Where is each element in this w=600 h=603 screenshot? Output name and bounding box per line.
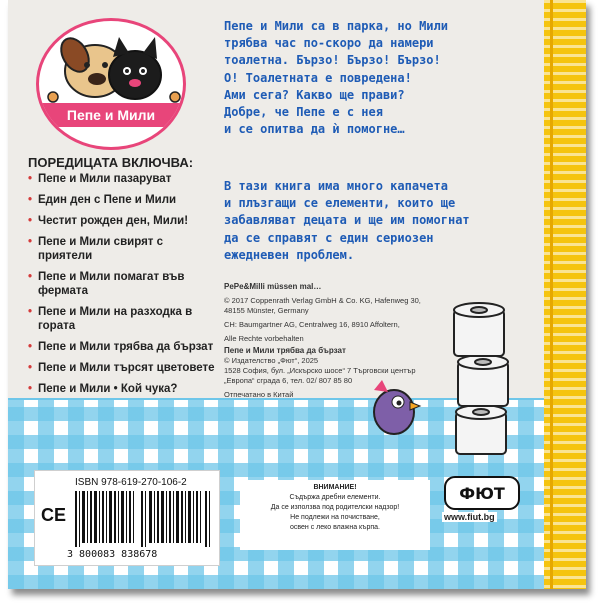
rights-reserved: Alle Rechte vorbehalten: [224, 334, 304, 343]
pepe-and-milli-illustration: [39, 21, 186, 150]
ce-mark: CE: [41, 505, 67, 525]
publisher-address: 1528 София, бул. „Искърско шосе“ 7 Търговски център „Европа“ сграда 6, тел. 02/ 807 85 80: [224, 366, 416, 385]
barcode-icon: [75, 491, 215, 547]
list-item: • Пепе и Мили пазаруват: [28, 172, 218, 186]
warning-line-1: Съдържа дребни елементи.: [289, 494, 381, 501]
publisher-url: www.fiut.bg: [444, 512, 495, 522]
logo-title: Пепе и Мили: [39, 103, 183, 127]
series-title: ПОРЕДИЦАТА ВКЛЮЧВА:: [28, 155, 194, 170]
ch-distributor: CH: Baumgartner AG, Centralweg 16, 8910 Affoltern,: [224, 320, 400, 329]
isbn-label: ISBN 978-619-270-106-2: [75, 477, 187, 488]
book-spine: [544, 0, 586, 589]
bird-icon: [374, 380, 420, 434]
original-copyright: © 2017 Coppenrath Verlag GmbH & Co. KG, Hafenweg 30, 48155 Münster, Germany: [224, 296, 421, 315]
publisher-copyright: © Издателство „Фют“, 2025: [224, 356, 319, 365]
publisher-logo: [444, 476, 520, 510]
list-item: • Пепе и Мили • Кой чука?: [28, 382, 218, 396]
warning-line-3: Не подлежи на почистване,: [290, 514, 380, 521]
warning-line-2: Да се използва под родителски надзор!: [270, 504, 400, 511]
barcode-panel: [34, 470, 220, 566]
series-logo: [36, 18, 186, 150]
toilet-paper-illustration: [358, 294, 528, 460]
printed-in: Отпечатано в Китай: [224, 390, 294, 399]
book-back-cover: [8, 0, 586, 589]
story-paragraph-2: В тази книга има много капачета и плъзгащи се елементи, които ще забавляват децата и ще им помогнат да се справят с един сериозен ежедневен проблем.: [224, 179, 470, 262]
publisher-brand-name: ФЮТ: [459, 484, 505, 503]
story-paragraph-1: Пепе и Мили са в парка, но Мили трябва час по-скоро да намери тоалетна. Бързо! Бързо! Бързо! О! Тоалетната е повредена! Ами сега? Какво ще прави? Добре, че Пепе е с нея и се опитва да ѝ помогне…: [224, 19, 448, 137]
list-item: • Един ден с Пепе и Мили: [28, 193, 218, 207]
warning-title: ВНИМАНИЕ!: [313, 484, 357, 491]
list-item: • Пепе и Мили търсят цветовете: [28, 361, 218, 375]
list-item: • Пепе и Мили помагат във фермата: [28, 270, 218, 298]
publisher-book-title: Пепе и Мили трябва да бързат: [224, 346, 346, 355]
list-item: • Пепе и Мили на разходка в гората: [28, 305, 218, 333]
list-item: • Пепе и Мили трябва да бързат: [28, 340, 218, 354]
original-title: PePe&Milli müssen mal…: [224, 282, 322, 291]
list-item: • Честит рожден ден, Мили!: [28, 214, 218, 228]
warning-line-4: освен с леко влажна кърпа.: [289, 524, 381, 531]
list-item: • Пепе и Мили свирят с приятели: [28, 235, 218, 263]
series-list: [28, 172, 218, 403]
safety-warning: [240, 480, 430, 550]
barcode-number: 3 800083 838678: [67, 549, 158, 560]
